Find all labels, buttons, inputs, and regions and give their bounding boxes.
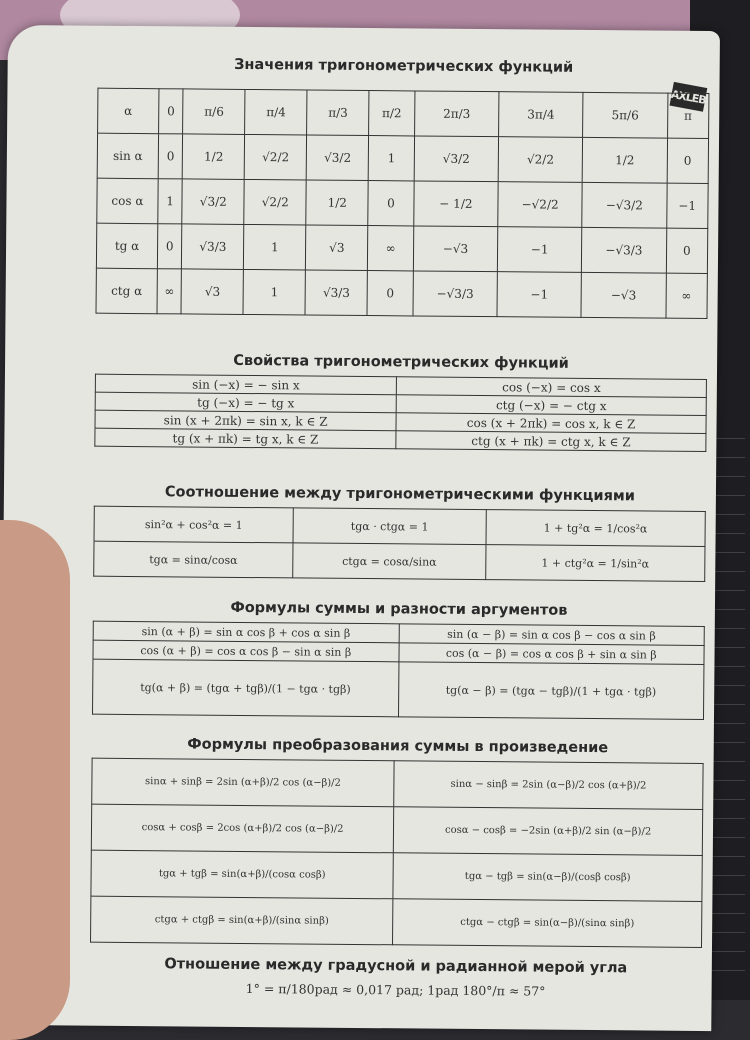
formula-cell: sin (−x) = − sin x: [95, 374, 396, 395]
value-cell: 1: [243, 269, 305, 315]
formula-cell: tgα + tgβ = sin(α+β)/(cosα cosβ): [91, 850, 394, 899]
relations-title: Соотношение между тригонометрическими функциями: [164, 484, 636, 505]
value-cell: 1: [158, 179, 183, 224]
values-title: Значения тригонометрических функций: [234, 56, 574, 76]
book-page: [0, 25, 720, 1031]
table-row: [94, 541, 705, 581]
formula-cell: sin (x + 2πk) = sin x, k ∈ Z: [95, 410, 396, 431]
value-cell: sin α: [97, 133, 158, 179]
table-row: [92, 758, 703, 809]
formula-cell: cos (α + β) = cos α cos β − sin α sin β: [93, 640, 399, 662]
table-row: [94, 506, 705, 546]
value-cell: 1: [368, 136, 414, 181]
formula-cell: cos (α − β) = cos α cos β + sin α sin β: [398, 643, 704, 665]
value-cell: 1/2: [306, 180, 368, 226]
value-cell: 0: [667, 138, 709, 183]
formula-cell: tg (−x) = − tg x: [95, 392, 396, 413]
value-cell: √3/2: [306, 135, 368, 181]
value-cell: −√3/3: [582, 227, 667, 273]
sum-title: Формулы суммы и разности аргументов: [230, 599, 568, 619]
value-cell: −1: [666, 183, 708, 228]
formula-cell: sinα − sinβ = 2sin (α−β)/2 cos (α+β)/2: [394, 761, 703, 810]
value-cell: ctg α: [96, 268, 157, 314]
props-table: [94, 374, 707, 452]
formula-cell: sin (α + β) = sin α cos β + cos α sin β: [93, 621, 399, 643]
formula-cell: cosα + cosβ = 2cos (α+β)/2 cos (α−β)/2: [91, 804, 394, 853]
header-cell: π: [667, 93, 709, 138]
value-cell: −1: [497, 272, 582, 318]
formula-cell: cos (−x) = cos x: [396, 377, 706, 398]
table-row: [91, 850, 702, 901]
relations-table: [93, 506, 706, 582]
value-cell: 0: [666, 228, 708, 273]
formula-cell: tg (x + πk) = tg x, k ∈ Z: [95, 428, 396, 449]
value-cell: √3: [306, 225, 368, 271]
formula-cell: ctgα − ctgβ = sin(α−β)/(sinα sinβ): [393, 899, 702, 948]
header-cell: 3π/4: [499, 92, 584, 138]
header-cell: 0: [159, 89, 184, 134]
value-cell: 0: [367, 271, 413, 316]
hand: [0, 520, 70, 1040]
table-header-row: [98, 88, 709, 138]
table-row: [96, 268, 707, 318]
value-cell: √3/3: [305, 270, 367, 316]
table-row: [97, 133, 708, 183]
formula-cell: tg(α − β) = (tgα − tgβ)/(1 + tgα · tgβ): [398, 662, 704, 720]
formula-cell: tg(α + β) = (tgα + tgβ)/(1 − tgα · tgβ): [93, 659, 399, 717]
formula-cell: cosα − cosβ = −2sin (α+β)/2 sin (α−β)/2: [394, 807, 703, 856]
formula-cell: ctg (x + πk) = ctg x, k ∈ Z: [396, 431, 706, 452]
header-cell: 2π/3: [414, 91, 499, 137]
formula-cell: sin (α − β) = sin α cos β − cos α sin β: [399, 624, 705, 646]
formula-cell: tgα = sinα/cosα: [94, 541, 294, 578]
formula-cell: ctgα + ctgβ = sin(α+β)/(sinα sinβ): [91, 896, 394, 945]
value-cell: 1: [244, 224, 306, 270]
formula-cell: sin²α + cos²α = 1: [94, 506, 294, 543]
props-title: Свойства тригонометрических функций: [233, 352, 569, 372]
degree-formula: 1° = π/180рад ≈ 0,017 рад; 1рад 180°/π ≈ 57°: [245, 981, 546, 999]
header-cell: π/2: [369, 91, 415, 136]
table-row: [97, 178, 708, 228]
formula-cell: ctg (−x) = − ctg x: [396, 395, 706, 416]
header-cell: 5π/6: [583, 92, 668, 138]
value-cell: 0: [157, 224, 182, 269]
value-cell: ∞: [665, 273, 707, 318]
header-cell: π/3: [307, 90, 369, 136]
table-row: [96, 223, 707, 273]
degree-title: Отношение между градусной и радианной мерой угла: [164, 956, 628, 977]
value-cell: ∞: [157, 269, 182, 314]
formula-cell: ctgα = cosα/sinα: [293, 543, 486, 580]
formula-cell: sinα + sinβ = 2sin (α+β)/2 cos (α−β)/2: [92, 758, 395, 807]
value-cell: 1/2: [582, 137, 667, 183]
formula-cell: 1 + ctg²α = 1/sin²α: [486, 545, 705, 582]
value-cell: −√3/2: [582, 182, 667, 228]
value-cell: −√3/3: [413, 271, 498, 317]
values-table: [95, 88, 709, 319]
transform-table: [90, 758, 704, 948]
value-cell: √3: [181, 269, 243, 315]
transform-title: Формулы преобразования суммы в произведение: [187, 736, 609, 757]
value-cell: 0: [158, 134, 183, 179]
formula-cell: cos (x + 2πk) = cos x, k ∈ Z: [396, 413, 706, 434]
formula-cell: tgα − tgβ = sin(α−β)/(cosβ cosβ): [393, 853, 702, 902]
header-cell: π/6: [183, 89, 245, 135]
value-cell: √2/2: [498, 137, 583, 183]
value-cell: −√3: [413, 226, 498, 272]
table-row: [93, 659, 704, 719]
brand-logo: AXLEB: [670, 82, 708, 112]
value-cell: √2/2: [245, 134, 307, 180]
header-cell: α: [98, 88, 159, 134]
value-cell: √2/2: [244, 179, 306, 225]
value-cell: −√3: [581, 272, 666, 318]
value-cell: ∞: [368, 226, 414, 271]
value-cell: √3/2: [182, 179, 244, 225]
value-cell: √3/3: [182, 224, 244, 270]
table-row: [91, 804, 702, 855]
value-cell: −√2/2: [498, 182, 583, 228]
value-cell: cos α: [97, 178, 158, 224]
formula-cell: tgα · ctgα = 1: [293, 508, 486, 545]
value-cell: −1: [497, 227, 582, 273]
value-cell: tg α: [96, 223, 157, 269]
table-row: [91, 896, 702, 947]
header-cell: π/4: [245, 89, 307, 135]
value-cell: √3/2: [414, 136, 499, 182]
sum-table: [92, 621, 705, 720]
formula-cell: 1 + tg²α = 1/cos²α: [486, 510, 705, 547]
value-cell: 0: [368, 181, 414, 226]
value-cell: 1/2: [183, 134, 245, 180]
value-cell: − 1/2: [414, 181, 499, 227]
